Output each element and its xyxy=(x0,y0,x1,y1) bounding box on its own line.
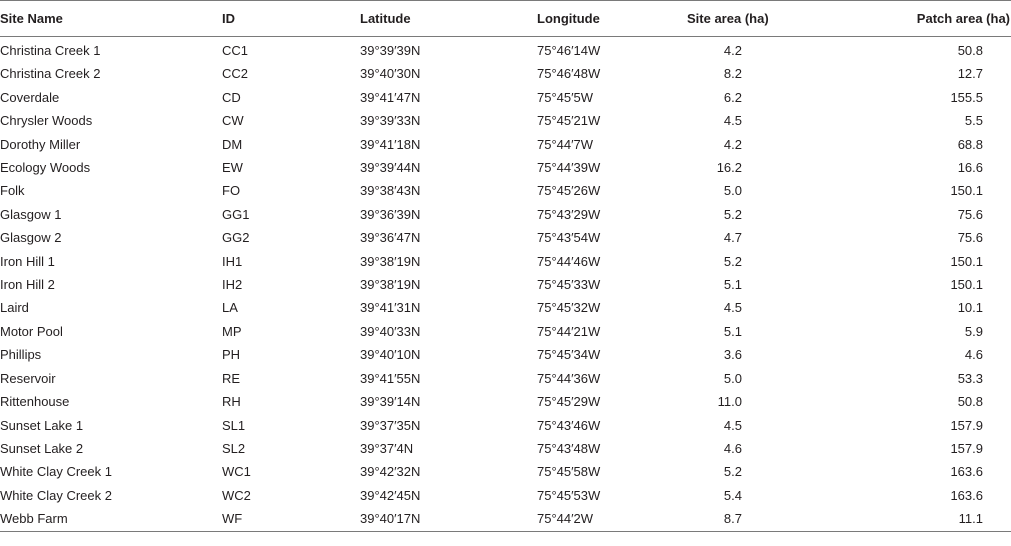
cell-site-area: 4.7 xyxy=(723,230,742,246)
cell-latitude: 39°40′33N xyxy=(360,323,421,339)
table-row xyxy=(0,86,1011,109)
cell-patch-area: 157.9 xyxy=(950,417,983,433)
cell-site-area: 5.2 xyxy=(723,253,742,269)
cell-id: WF xyxy=(222,507,360,531)
cell-longitude: 75°43′29W xyxy=(537,206,601,222)
cell-longitude: 75°45′32W xyxy=(537,300,601,316)
cell-patch-area: 5.9 xyxy=(964,323,983,339)
header-row xyxy=(0,1,1011,37)
cell-longitude: 75°43′48W xyxy=(537,440,601,456)
cell-id: GG2 xyxy=(222,230,250,246)
cell-site-name: Christina Creek 2 xyxy=(0,66,101,82)
cell-site-area: 5.2 xyxy=(723,464,742,480)
table-row xyxy=(0,62,1011,85)
header-site-area: Site area (ha) xyxy=(687,1,836,37)
cell-site-name: Chrysler Woods xyxy=(0,113,93,129)
cell-patch-area: 5.5 xyxy=(964,113,983,129)
cell-site-name: White Clay Creek 1 xyxy=(0,464,112,480)
cell-patch-area: 163.6 xyxy=(950,464,983,480)
table-row xyxy=(0,133,1011,156)
cell-id: SL1 xyxy=(222,417,246,433)
cell-site-area: 4.5 xyxy=(723,417,742,433)
cell-patch-area: 11.1 xyxy=(836,507,1011,531)
cell-site-name: Rittenhouse xyxy=(0,394,70,410)
cell-site-name: Laird xyxy=(0,300,29,316)
cell-id: LA xyxy=(222,300,238,316)
cell-latitude: 39°40′17N xyxy=(360,507,537,531)
cell-patch-area: 155.5 xyxy=(950,89,983,105)
table-row xyxy=(0,109,1011,132)
cell-site-area: 4.5 xyxy=(723,300,742,316)
table-row xyxy=(0,367,1011,390)
cell-longitude: 75°45′53W xyxy=(537,487,601,503)
cell-site-area: 4.6 xyxy=(723,440,742,456)
cell-latitude: 39°39′44N xyxy=(360,160,421,176)
cell-site-area: 5.4 xyxy=(723,487,742,503)
cell-patch-area: 75.6 xyxy=(957,206,983,222)
cell-longitude: 75°46′48W xyxy=(537,66,601,82)
cell-patch-area: 68.8 xyxy=(957,136,983,152)
cell-id: MP xyxy=(222,323,242,339)
cell-id: FO xyxy=(222,183,241,199)
cell-patch-area: 150.1 xyxy=(950,277,983,293)
table-row xyxy=(0,296,1011,319)
cell-latitude: 39°39′39N xyxy=(360,43,421,58)
cell-longitude: 75°43′54W xyxy=(537,230,601,246)
cell-site-area: 16.2 xyxy=(716,160,742,176)
cell-id: WC1 xyxy=(222,464,251,480)
table-row xyxy=(0,226,1011,249)
cell-site-name: Iron Hill 1 xyxy=(0,253,55,269)
cell-latitude: 39°41′18N xyxy=(360,136,421,152)
cell-patch-area: 157.9 xyxy=(950,440,983,456)
cell-site-name: Sunset Lake 2 xyxy=(0,440,84,456)
table-row xyxy=(0,179,1011,202)
header-site-name: Site Name xyxy=(0,1,222,37)
cell-longitude: 75°45′5W xyxy=(537,89,594,105)
cell-latitude: 39°37′4N xyxy=(360,440,414,456)
cell-patch-area: 163.6 xyxy=(950,487,983,503)
cell-site-area: 4.2 xyxy=(723,43,742,58)
cell-longitude: 75°45′21W xyxy=(537,113,601,129)
cell-latitude: 39°36′39N xyxy=(360,206,421,222)
cell-site-area: 8.7 xyxy=(687,507,836,531)
cell-site-name: White Clay Creek 2 xyxy=(0,487,112,503)
cell-longitude: 75°44′46W xyxy=(537,253,601,269)
cell-longitude: 75°45′34W xyxy=(537,347,601,363)
cell-longitude: 75°45′29W xyxy=(537,394,601,410)
cell-site-area: 4.2 xyxy=(723,136,742,152)
cell-id: CC1 xyxy=(222,43,249,58)
cell-id: RH xyxy=(222,394,241,410)
table-header xyxy=(0,1,1011,37)
cell-id: IH2 xyxy=(222,277,243,293)
cell-latitude: 39°42′45N xyxy=(360,487,421,503)
cell-patch-area: 150.1 xyxy=(950,183,983,199)
cell-latitude: 39°41′55N xyxy=(360,370,421,386)
table-body xyxy=(0,37,1011,532)
table-row xyxy=(0,414,1011,437)
cell-longitude: 75°46′14W xyxy=(537,43,601,58)
table-row xyxy=(0,437,1011,460)
table-row xyxy=(0,320,1011,343)
cell-longitude: 75°44′36W xyxy=(537,370,601,386)
cell-latitude: 39°38′43N xyxy=(360,183,421,199)
cell-latitude: 39°39′14N xyxy=(360,394,421,410)
cell-site-name: Webb Farm xyxy=(0,507,222,531)
cell-site-name: Christina Creek 1 xyxy=(0,43,101,58)
cell-site-area: 3.6 xyxy=(723,347,742,363)
cell-site-area: 8.2 xyxy=(723,66,742,82)
cell-site-name: Dorothy Miller xyxy=(0,136,81,152)
header-id: ID xyxy=(222,1,360,37)
cell-patch-area: 50.8 xyxy=(957,43,983,58)
cell-id: RE xyxy=(222,370,241,386)
cell-site-area: 6.2 xyxy=(723,89,742,105)
cell-longitude: 75°43′46W xyxy=(537,417,601,433)
cell-site-area: 5.1 xyxy=(723,277,742,293)
table-row xyxy=(0,460,1011,483)
cell-latitude: 39°41′31N xyxy=(360,300,421,316)
cell-id: CD xyxy=(222,89,241,105)
cell-patch-area: 75.6 xyxy=(957,230,983,246)
cell-id: EW xyxy=(222,160,243,176)
header-patch-area: Patch area (ha) xyxy=(836,1,1011,37)
cell-longitude: 75°44′7W xyxy=(537,136,594,152)
header-latitude: Latitude xyxy=(360,1,537,37)
cell-longitude: 75°45′26W xyxy=(537,183,601,199)
cell-latitude: 39°42′32N xyxy=(360,464,421,480)
cell-id: SL2 xyxy=(222,440,246,456)
cell-site-name: Phillips xyxy=(0,347,42,363)
cell-site-area: 5.0 xyxy=(723,370,742,386)
cell-id: IH1 xyxy=(222,253,243,269)
cell-longitude: 75°44′39W xyxy=(537,160,601,176)
cell-patch-area: 150.1 xyxy=(950,253,983,269)
cell-site-area: 4.5 xyxy=(723,113,742,129)
cell-latitude: 39°38′19N xyxy=(360,253,421,269)
cell-site-name: Sunset Lake 1 xyxy=(0,417,84,433)
cell-id: WC2 xyxy=(222,487,251,503)
cell-site-area: 5.0 xyxy=(723,183,742,199)
cell-id: PH xyxy=(222,347,241,363)
table-row xyxy=(0,484,1011,507)
cell-latitude: 39°37′35N xyxy=(360,417,421,433)
cell-site-name: Ecology Woods xyxy=(0,160,91,176)
table-row xyxy=(0,507,1011,531)
cell-id: CW xyxy=(222,113,244,129)
cell-id: DM xyxy=(222,136,243,152)
cell-patch-area: 12.7 xyxy=(957,66,983,82)
cell-longitude: 75°45′58W xyxy=(537,464,601,480)
table-row xyxy=(0,203,1011,226)
cell-site-name: Glasgow 2 xyxy=(0,230,62,246)
table-row xyxy=(0,390,1011,413)
cell-patch-area: 16.6 xyxy=(957,160,983,176)
cell-latitude: 39°41′47N xyxy=(360,89,421,105)
table-row xyxy=(0,343,1011,366)
cell-longitude: 75°44′2W xyxy=(537,507,687,531)
table-row xyxy=(0,273,1011,296)
cell-latitude: 39°40′10N xyxy=(360,347,421,363)
cell-site-name: Glasgow 1 xyxy=(0,206,62,222)
table-row xyxy=(0,250,1011,273)
cell-site-area: 5.2 xyxy=(723,206,742,222)
cell-id: GG1 xyxy=(222,206,250,222)
header-longitude: Longitude xyxy=(537,1,687,37)
cell-latitude: 39°39′33N xyxy=(360,113,421,129)
cell-longitude: 75°44′21W xyxy=(537,323,601,339)
cell-latitude: 39°36′47N xyxy=(360,230,421,246)
cell-site-name: Coverdale xyxy=(0,89,60,105)
cell-patch-area: 4.6 xyxy=(964,347,983,363)
cell-longitude: 75°45′33W xyxy=(537,277,601,293)
cell-site-name: Folk xyxy=(0,183,25,199)
cell-site-name: Reservoir xyxy=(0,370,56,386)
cell-id: CC2 xyxy=(222,66,249,82)
cell-site-name: Iron Hill 2 xyxy=(0,277,55,293)
table-row xyxy=(0,37,1011,63)
cell-site-name: Motor Pool xyxy=(0,323,63,339)
cell-site-area: 5.1 xyxy=(723,323,742,339)
cell-latitude: 39°38′19N xyxy=(360,277,421,293)
cell-site-area: 11.0 xyxy=(717,394,742,410)
cell-patch-area: 53.3 xyxy=(957,370,983,386)
cell-patch-area: 10.1 xyxy=(957,300,983,316)
cell-latitude: 39°40′30N xyxy=(360,66,421,82)
cell-patch-area: 50.8 xyxy=(957,394,983,410)
table-row xyxy=(0,156,1011,179)
